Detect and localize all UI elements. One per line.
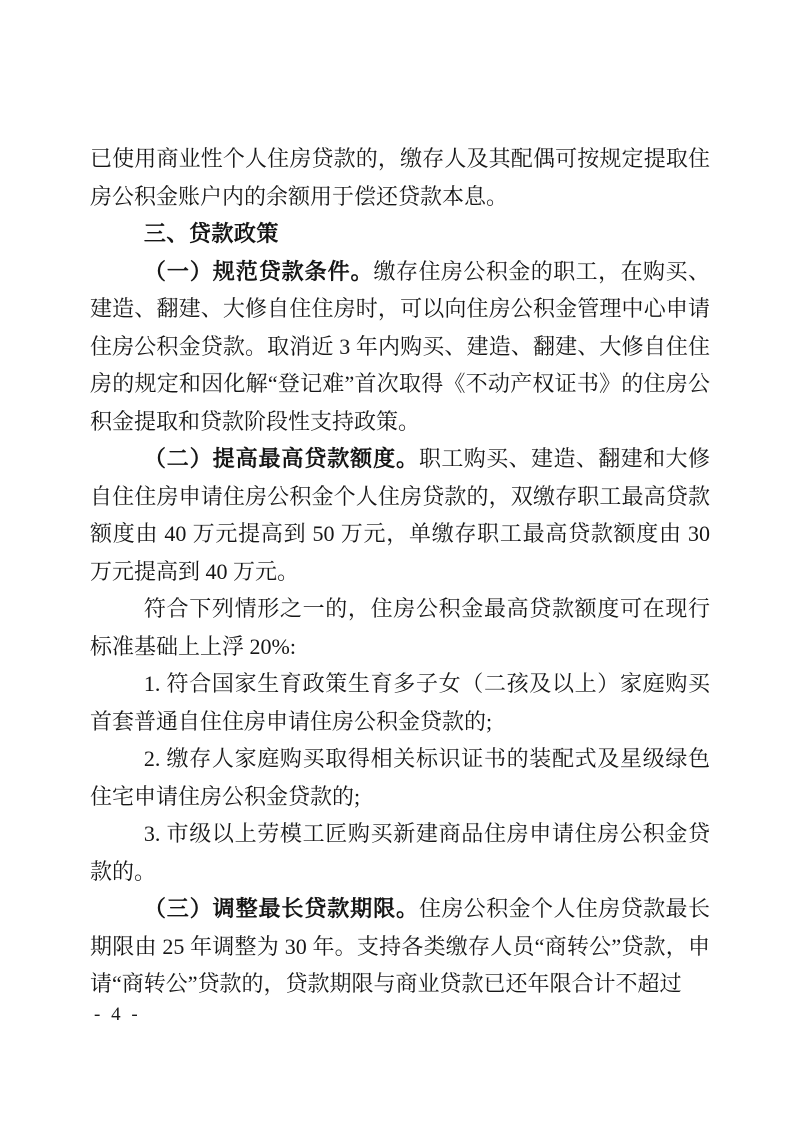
- text-run: 缴存住房公积金的职工，在购买、建造、翻建、大修自住住房时，可以向住房公积金管理中心申请住房公积金贷款。取消近 3 年内购买、建造、翻建、大修自住住房的规定和因化解“登记难”首次取得《不动产权证书》的住房公积金提取和贷款阶段性支持政策。: [90, 258, 710, 434]
- text-run: 3. 市级以上劳模工匠购买新建商品住房申请住房公积金贷款的。: [90, 821, 710, 884]
- heading-section-loan-policy: [90, 215, 710, 253]
- text-run: 职工购买、建造、翻建和大修自住住房申请住房公积金个人住房贷款的，双缴存职工最高贷款额度由 40 万元提高到 50 万元，单缴存职工最高贷款额度由 30 万元提高到 40 万元。: [90, 446, 710, 584]
- para-list-item-1: [90, 665, 710, 740]
- bold-text-run: （一）规范贷款条件。: [143, 258, 374, 284]
- text-run: 1. 符合国家生育政策生育多子女（二孩及以上）家庭购买首套普通自住住房申请住房公积金贷款的;: [90, 671, 710, 734]
- para-adjust-max-loan-term: [90, 890, 710, 1003]
- para-list-item-2: [90, 740, 710, 815]
- para-raise-max-loan-amount: [90, 440, 710, 590]
- text-run: 住房公积金个人住房贷款最长期限由 25 年调整为 30 年。支持各类缴存人员“商转公”贷款，申请“商转公”贷款的，贷款期限与商业贷款已还年限合计不超过: [90, 896, 710, 996]
- document-body: [90, 140, 710, 1003]
- para-regulate-loan-conditions: [90, 253, 710, 441]
- text-run: 2. 缴存人家庭购买取得相关标识证书的装配式及星级绿色住宅申请住房公积金贷款的;: [90, 746, 710, 809]
- text-run: 已使用商业性个人住房贷款的，缴存人及其配偶可按规定提取住房公积金账户内的余额用于偿还贷款本息。: [90, 146, 710, 209]
- para-list-item-3: [90, 815, 710, 890]
- bold-text-run: （二）提高最高贷款额度。: [143, 446, 419, 471]
- bold-text-run: （三）调整最长贷款期限。: [143, 896, 419, 921]
- para-carryover: [90, 140, 710, 215]
- para-uplift-intro: [90, 590, 710, 665]
- bold-text-run: 三、贷款政策: [143, 221, 279, 246]
- text-run: 符合下列情形之一的，住房公积金最高贷款额度可在现行标准基础上上浮 20%:: [90, 596, 710, 659]
- page-number: - 4 -: [94, 1004, 141, 1025]
